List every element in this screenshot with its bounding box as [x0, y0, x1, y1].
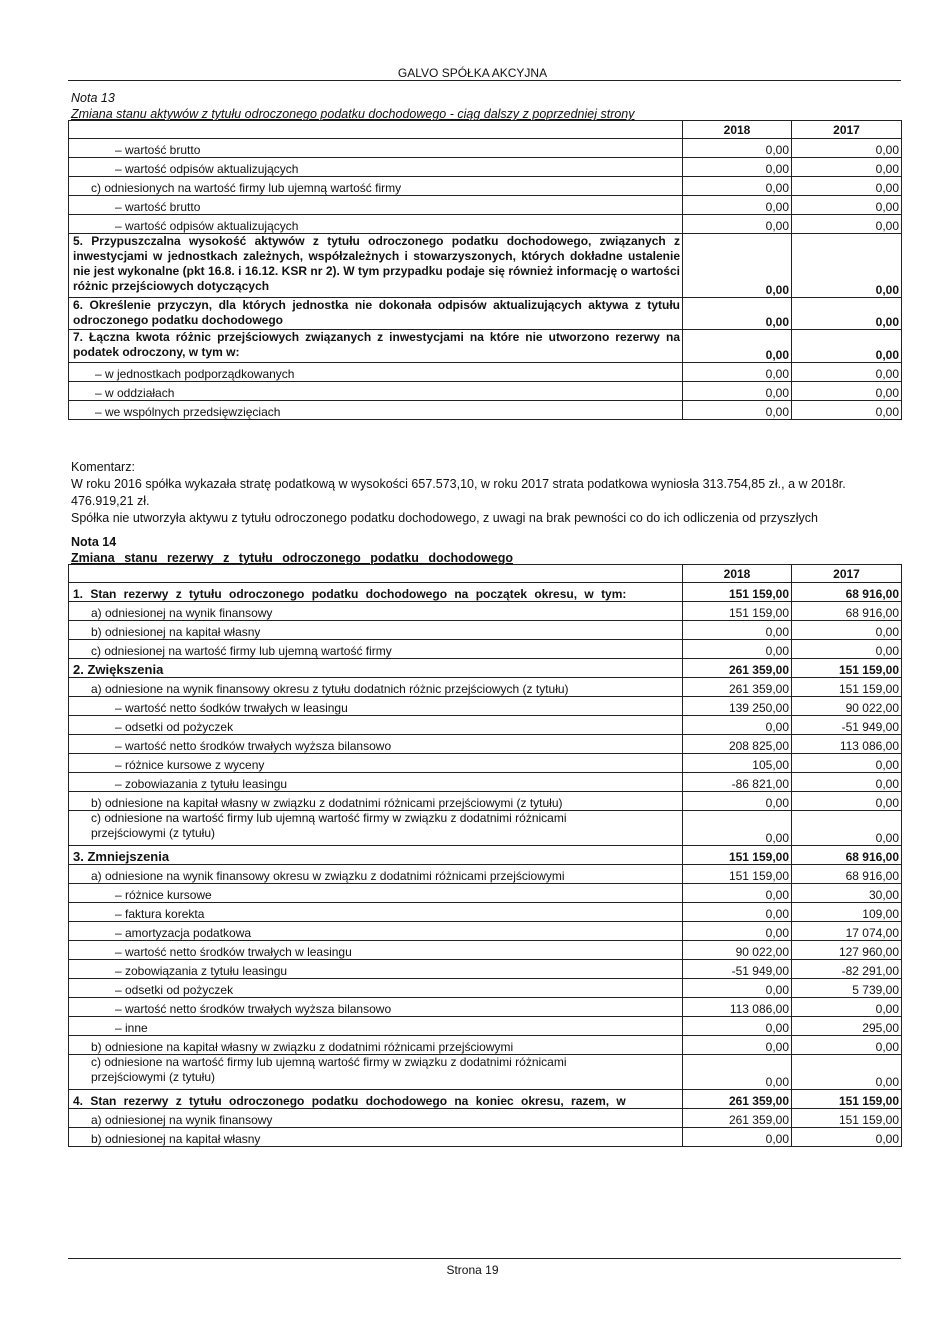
table-row — [69, 716, 902, 735]
row-label: – w oddziałach — [69, 382, 683, 401]
table-row — [69, 678, 902, 697]
value-2018: 0,00 — [683, 640, 792, 659]
note13-table — [68, 120, 902, 420]
value-2017: 0,00 — [792, 196, 902, 215]
value-2018: 208 825,00 — [683, 735, 792, 754]
table-row — [69, 583, 902, 602]
table-row — [69, 941, 902, 960]
row-label: – wartość netto środków trwałych wyższa bilansowo — [69, 998, 683, 1017]
value-2018: 105,00 — [683, 754, 792, 773]
row-label: – zobowiazania z tytułu leasingu — [69, 773, 683, 792]
value-2018: 0,00 — [683, 298, 792, 330]
value-2017: 0,00 — [792, 139, 902, 158]
value-2018: 151 159,00 — [683, 865, 792, 884]
value-2018: 0,00 — [683, 621, 792, 640]
value-2017: 0,00 — [792, 773, 902, 792]
value-2017: 0,00 — [792, 234, 902, 298]
value-2017: 0,00 — [792, 1128, 902, 1147]
comment-line-1: W roku 2016 spółka wykazała stratę podatkową w wysokości 657.573,10, w roku 2017 strata podatkowa wyniosła 313.754,85 zł., a w 2018r. 476.919,21 zł. — [71, 477, 846, 508]
value-2017: 113 086,00 — [792, 735, 902, 754]
row-label: – w jednostkach podporządkowanych — [69, 363, 683, 382]
row-label: b) odniesione na kapitał własny w związku z dodatnimi różnicami przejściowymi — [69, 1036, 683, 1055]
value-2017: 0,00 — [792, 754, 902, 773]
table-row — [69, 139, 902, 158]
value-2017: 0,00 — [792, 811, 902, 846]
note13-subtitle: Zmiana stanu aktywów z tytułu odroczonego podatku dochodowego - ciąg dalszy z poprzedniej strony — [71, 107, 635, 121]
row-label: 6. Określenie przyczyn, dla których jednostka nie dokonała odpisów aktualizujących aktywa z tytułu odroczonego podatku dochodowego — [69, 298, 683, 330]
value-2018: 0,00 — [683, 1017, 792, 1036]
table-row — [69, 1090, 902, 1109]
value-2017: 30,00 — [792, 884, 902, 903]
note13-label: Nota 13 — [71, 91, 115, 105]
value-2018: 0,00 — [683, 903, 792, 922]
table-row — [69, 1036, 902, 1055]
comment-heading: Komentarz: — [71, 460, 135, 474]
comment-block — [71, 459, 897, 527]
note14-label: Nota 14 — [71, 535, 117, 549]
value-2017: 151 159,00 — [792, 659, 902, 678]
value-2017: 295,00 — [792, 1017, 902, 1036]
value-2018: 90 022,00 — [683, 941, 792, 960]
row-label: 4. Stan rezerwy z tytułu odroczonego podatku dochodowego na koniec okresu, razem, w — [69, 1090, 683, 1109]
row-label: c) odniesione na wartość firmy lub ujemną wartość firmy w związku z dodatnimi różnicami przejściowymi (z tytułu) — [69, 1055, 683, 1090]
note13-header-2018: 2018 — [683, 121, 792, 139]
value-2018: 0,00 — [683, 401, 792, 420]
value-2018: 0,00 — [683, 363, 792, 382]
table-row — [69, 979, 902, 998]
table-row — [69, 998, 902, 1017]
value-2018: 151 159,00 — [683, 583, 792, 602]
row-label: – wartość netto śodków trwałych w leasingu — [69, 697, 683, 716]
value-2017: 0,00 — [792, 621, 902, 640]
value-2018: 0,00 — [683, 1055, 792, 1090]
value-2018: 151 159,00 — [683, 602, 792, 621]
value-2018: 0,00 — [683, 792, 792, 811]
note14-table — [68, 564, 902, 1147]
table-row — [69, 1017, 902, 1036]
comment-line-2: Spółka nie utworzyła aktywu z tytułu odroczonego podatku dochodowego, z uwagi na brak pewności co do ich odliczenia od przyszłych — [71, 511, 818, 525]
value-2017: 0,00 — [792, 401, 902, 420]
table-row — [69, 401, 902, 420]
header-rule — [68, 80, 901, 81]
row-label: – wartość netto środków trwałych wyższa bilansowo — [69, 735, 683, 754]
row-label: – faktura korekta — [69, 903, 683, 922]
table-row — [69, 922, 902, 941]
table-row — [69, 903, 902, 922]
row-label: c) odniesionych na wartość firmy lub ujemną wartość firmy — [69, 177, 683, 196]
value-2017: 5 739,00 — [792, 979, 902, 998]
footer-rule — [68, 1258, 901, 1259]
value-2018: 0,00 — [683, 1128, 792, 1147]
value-2018: 0,00 — [683, 922, 792, 941]
table-row — [69, 621, 902, 640]
row-label: b) odniesione na kapitał własny w związku z dodatnimi różnicami przejściowymi (z tytułu) — [69, 792, 683, 811]
value-2017: -82 291,00 — [792, 960, 902, 979]
note14-header-2018: 2018 — [683, 565, 792, 583]
table-row — [69, 234, 902, 298]
row-label: – zobowiązania z tytułu leasingu — [69, 960, 683, 979]
row-label: 5. Przypuszczalna wysokość aktywów z tytułu odroczonego podatku dochodowego, związanych z inwestycjami w jednostkach zależnych, współzależnych i stowarzyszonych, których dokładne ustalenie nie jest wykonalne (pkt 16.8. i 16.12. KSR nr 2). W tym przypadku podaje się również informację o wartości różnic przejściowych dotyczących — [69, 234, 683, 298]
note14-header-2017: 2017 — [792, 565, 902, 583]
page-number: Strona 19 — [446, 1263, 499, 1277]
note14-header-label — [69, 565, 683, 583]
value-2018: 261 359,00 — [683, 1109, 792, 1128]
value-2018: 151 159,00 — [683, 846, 792, 865]
table-row — [69, 215, 902, 234]
value-2018: 0,00 — [683, 884, 792, 903]
value-2017: 17 074,00 — [792, 922, 902, 941]
value-2017: 109,00 — [792, 903, 902, 922]
value-2017: 0,00 — [792, 177, 902, 196]
row-label: – we wspólnych przedsięwzięciach — [69, 401, 683, 420]
table-row — [69, 196, 902, 215]
table-row — [69, 960, 902, 979]
value-2017: 0,00 — [792, 998, 902, 1017]
table-row — [69, 697, 902, 716]
value-2018: 0,00 — [683, 158, 792, 177]
table-row — [69, 602, 902, 621]
value-2018: 0,00 — [683, 716, 792, 735]
value-2018: 139 250,00 — [683, 697, 792, 716]
value-2017: 90 022,00 — [792, 697, 902, 716]
value-2017: 0,00 — [792, 298, 902, 330]
row-label: – odsetki od pożyczek — [69, 716, 683, 735]
row-label: b) odniesionej na kapitał własny — [69, 1128, 683, 1147]
value-2018: 0,00 — [683, 139, 792, 158]
value-2017: 151 159,00 — [792, 1090, 902, 1109]
value-2017: 68 916,00 — [792, 846, 902, 865]
row-label: – wartość netto środków trwałych w leasingu — [69, 941, 683, 960]
value-2018: 0,00 — [683, 177, 792, 196]
value-2018: 0,00 — [683, 979, 792, 998]
table-row — [69, 177, 902, 196]
value-2018: 0,00 — [683, 215, 792, 234]
value-2017: 151 159,00 — [792, 678, 902, 697]
row-label: c) odniesionej na wartość firmy lub ujemną wartość firmy — [69, 640, 683, 659]
value-2017: 0,00 — [792, 792, 902, 811]
value-2018: 261 359,00 — [683, 1090, 792, 1109]
table-row — [69, 754, 902, 773]
row-label: 1. Stan rezerwy z tytułu odroczonego podatku dochodowego na początek okresu, w tym: — [69, 583, 683, 602]
value-2017: 0,00 — [792, 640, 902, 659]
table-row — [69, 659, 902, 678]
note13-header-2017: 2017 — [792, 121, 902, 139]
value-2018: 261 359,00 — [683, 659, 792, 678]
table-row — [69, 773, 902, 792]
row-label: – odsetki od pożyczek — [69, 979, 683, 998]
row-label: a) odniesionej na wynik finansowy — [69, 602, 683, 621]
table-row — [69, 363, 902, 382]
row-label: b) odniesionej na kapitał własny — [69, 621, 683, 640]
table-row — [69, 158, 902, 177]
company-header: GALVO SPÓŁKA AKCYJNA — [397, 66, 548, 80]
row-label: a) odniesionej na wynik finansowy — [69, 1109, 683, 1128]
table-row — [69, 792, 902, 811]
value-2017: 0,00 — [792, 1055, 902, 1090]
table-row — [69, 811, 902, 846]
value-2018: 0,00 — [683, 330, 792, 363]
table-row — [69, 298, 902, 330]
value-2018: -86 821,00 — [683, 773, 792, 792]
table-row — [69, 865, 902, 884]
value-2017: 0,00 — [792, 158, 902, 177]
value-2017: 0,00 — [792, 382, 902, 401]
value-2017: 68 916,00 — [792, 602, 902, 621]
row-label: – wartość brutto — [69, 196, 683, 215]
table-row — [69, 330, 902, 363]
row-label: – inne — [69, 1017, 683, 1036]
table-row — [69, 382, 902, 401]
value-2017: 0,00 — [792, 330, 902, 363]
value-2017: 0,00 — [792, 1036, 902, 1055]
value-2017: 68 916,00 — [792, 583, 902, 602]
row-label: – wartość odpisów aktualizujących — [69, 215, 683, 234]
note13-header-label — [69, 121, 683, 139]
row-label: a) odniesione na wynik finansowy okresu w związku z dodatnimi różnicami przejściowymi — [69, 865, 683, 884]
value-2017: 127 960,00 — [792, 941, 902, 960]
table-row — [69, 884, 902, 903]
value-2018: 0,00 — [683, 811, 792, 846]
value-2018: 0,00 — [683, 196, 792, 215]
row-label: – różnice kursowe z wyceny — [69, 754, 683, 773]
table-row — [69, 735, 902, 754]
table-row — [69, 846, 902, 865]
row-label: 2. Zwiększenia — [69, 659, 683, 678]
row-label: – wartość odpisów aktualizujących — [69, 158, 683, 177]
value-2017: -51 949,00 — [792, 716, 902, 735]
row-label: c) odniesione na wartość firmy lub ujemną wartość firmy w związku z dodatnimi różnicami przejściowymi (z tytułu) — [69, 811, 683, 846]
table-row — [69, 1109, 902, 1128]
row-label: – różnice kursowe — [69, 884, 683, 903]
row-label: a) odniesione na wynik finansowy okresu z tytułu dodatnich różnic przejściowych (z tytułu) — [69, 678, 683, 697]
row-label: – amortyzacja podatkowa — [69, 922, 683, 941]
value-2018: 261 359,00 — [683, 678, 792, 697]
row-label: 3. Zmniejszenia — [69, 846, 683, 865]
value-2018: 0,00 — [683, 382, 792, 401]
value-2018: 0,00 — [683, 234, 792, 298]
value-2018: -51 949,00 — [683, 960, 792, 979]
note14-subtitle: Zmiana stanu rezerwy z tytułu odroczonego podatku dochodowego — [71, 551, 514, 565]
row-label: – wartość brutto — [69, 139, 683, 158]
table-row — [69, 1128, 902, 1147]
table-row — [69, 640, 902, 659]
table-row — [69, 1055, 902, 1090]
value-2017: 0,00 — [792, 363, 902, 382]
value-2018: 0,00 — [683, 1036, 792, 1055]
value-2017: 68 916,00 — [792, 865, 902, 884]
value-2017: 151 159,00 — [792, 1109, 902, 1128]
value-2018: 113 086,00 — [683, 998, 792, 1017]
row-label: 7. Łączna kwota różnic przejściowych związanych z inwestycjami na które nie utworzono rezerwy na podatek odroczony, w tym w: — [69, 330, 683, 363]
value-2017: 0,00 — [792, 215, 902, 234]
